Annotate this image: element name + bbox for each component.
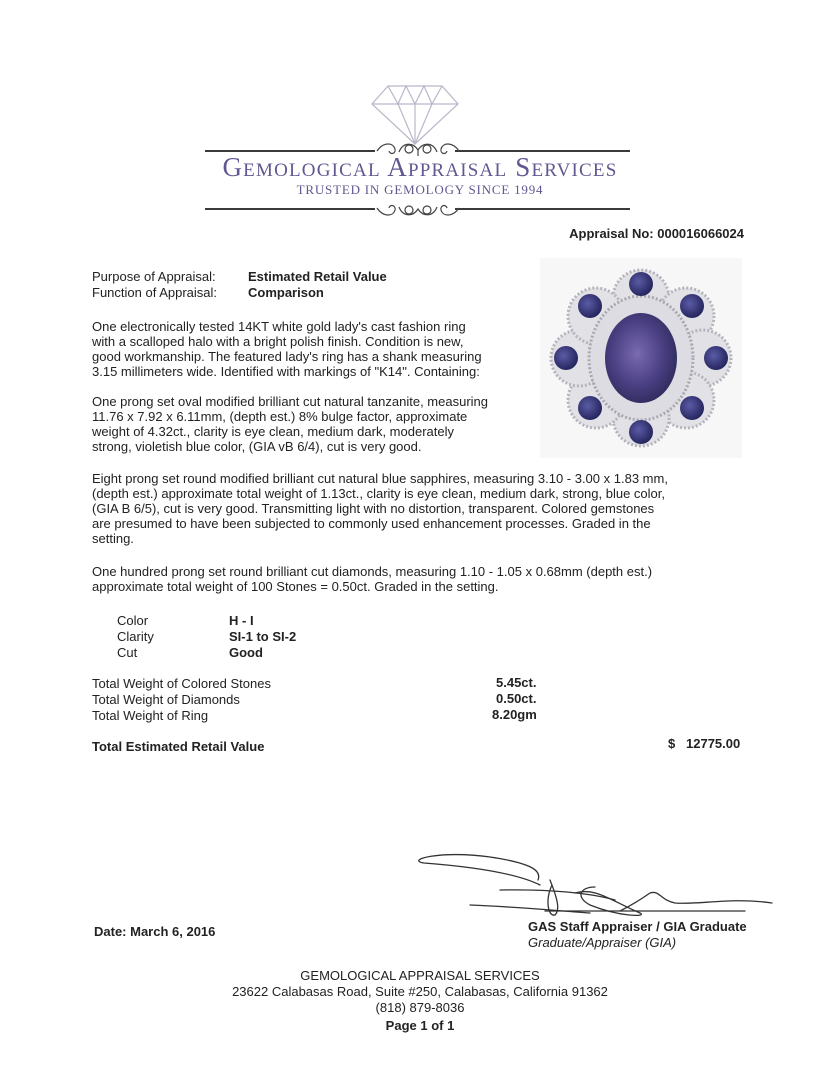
company-tagline: TRUSTED IN GEMOLOGY SINCE 1994 — [296, 182, 544, 197]
signature-subtitle: Graduate/Appraiser (GIA) — [528, 935, 677, 950]
retail-value-label: Total Estimated Retail Value — [92, 739, 265, 754]
total-diamonds-value: 0.50ct. — [496, 691, 537, 706]
description-line: weight of 4.32ct., clarity is eye clean, medium dark, moderately — [92, 424, 454, 439]
page-number: Page 1 of 1 — [385, 1018, 455, 1033]
appraisal-number: Appraisal No: 000016066024 — [569, 226, 744, 241]
description-line: (GIA B 6/5), cut is very good. Transmitting light with no distortion, transparent. Colored gemstones — [92, 501, 655, 516]
footer-phone: (818) 879-8036 — [375, 1000, 465, 1015]
description-line: strong, violetish blue color, (GIA vB 6/4), cut is very good. — [92, 439, 422, 454]
grade-value-clarity: SI-1 to SI-2 — [229, 629, 297, 644]
description-line: with a scalloped halo with a bright polish finish. Condition is new, — [92, 334, 464, 349]
signature — [410, 845, 790, 925]
function-label: Function of Appraisal: — [92, 285, 218, 300]
ring-image — [540, 258, 742, 458]
description-paragraph-ring — [92, 319, 482, 379]
diamond-icon — [370, 84, 460, 146]
description-line: One electronically tested 14KT white gold lady's cast fashion ring — [92, 319, 466, 334]
description-line: good workmanship. The featured lady's ring has a shank measuring — [92, 349, 482, 364]
company-name: Gemological Appraisal Services — [222, 152, 618, 182]
retail-value-currency: $ — [668, 736, 676, 751]
grade-value-color: H - I — [229, 613, 254, 628]
description-paragraph-sapphires — [92, 471, 668, 546]
ring-photo — [540, 258, 742, 458]
appraisal-date: Date: March 6, 2016 — [94, 924, 216, 939]
description-line: are presumed to have been subjected to commonly used enhancement processes. Graded in the — [92, 516, 651, 531]
grade-label-clarity: Clarity — [117, 629, 154, 644]
description-line: approximate total weight of 100 Stones = 0.50ct. Graded in the setting. — [92, 579, 499, 594]
function-value: Comparison — [248, 285, 324, 300]
description-line: 11.76 x 7.92 x 6.11mm, (depth est.) 8% bulge factor, approximate — [92, 409, 468, 424]
total-ring-weight-value: 8.20gm — [492, 707, 537, 722]
description-line: One prong set oval modified brilliant cut natural tanzanite, measuring — [92, 394, 488, 409]
total-diamonds-label: Total Weight of Diamonds — [92, 692, 240, 707]
header-rule-bottom — [205, 208, 375, 210]
header-rule-bottom — [455, 208, 630, 210]
description-paragraph-tanzanite — [92, 394, 488, 454]
description-line: Eight prong set round modified brilliant cut natural blue sapphires, measuring 3.10 - 3.00 x 1.83 mm, — [92, 471, 668, 486]
description-paragraph-diamonds — [92, 564, 652, 594]
grade-label-color: Color — [117, 613, 149, 628]
signature-title: GAS Staff Appraiser / GIA Graduate — [528, 919, 747, 934]
total-colored-stones-value: 5.45ct. — [496, 675, 537, 690]
description-line: (depth est.) approximate total weight of 1.13ct., clarity is eye clean, medium dark, strong, blue color, — [92, 486, 666, 501]
description-line: One hundred prong set round brilliant cut diamonds, measuring 1.10 - 1.05 x 0.68mm (depth est.) — [92, 564, 653, 579]
grade-label-cut: Cut — [117, 645, 138, 660]
description-line: 3.15 millimeters wide. Identified with markings of "K14". Containing: — [92, 364, 480, 379]
purpose-label: Purpose of Appraisal: — [92, 269, 216, 284]
footer-address: 23622 Calabasas Road, Suite #250, Calabasas, California 91362 — [232, 984, 608, 999]
flourish-ornament-bottom — [373, 199, 463, 219]
total-colored-stones-label: Total Weight of Colored Stones — [92, 676, 271, 691]
description-line: setting. — [92, 531, 134, 546]
grade-value-cut: Good — [229, 645, 263, 660]
purpose-value: Estimated Retail Value — [248, 269, 387, 284]
retail-value-amount: 12775.00 — [686, 736, 741, 751]
footer-company: GEMOLOGICAL APPRAISAL SERVICES — [300, 968, 540, 983]
total-ring-weight-label: Total Weight of Ring — [92, 708, 209, 723]
